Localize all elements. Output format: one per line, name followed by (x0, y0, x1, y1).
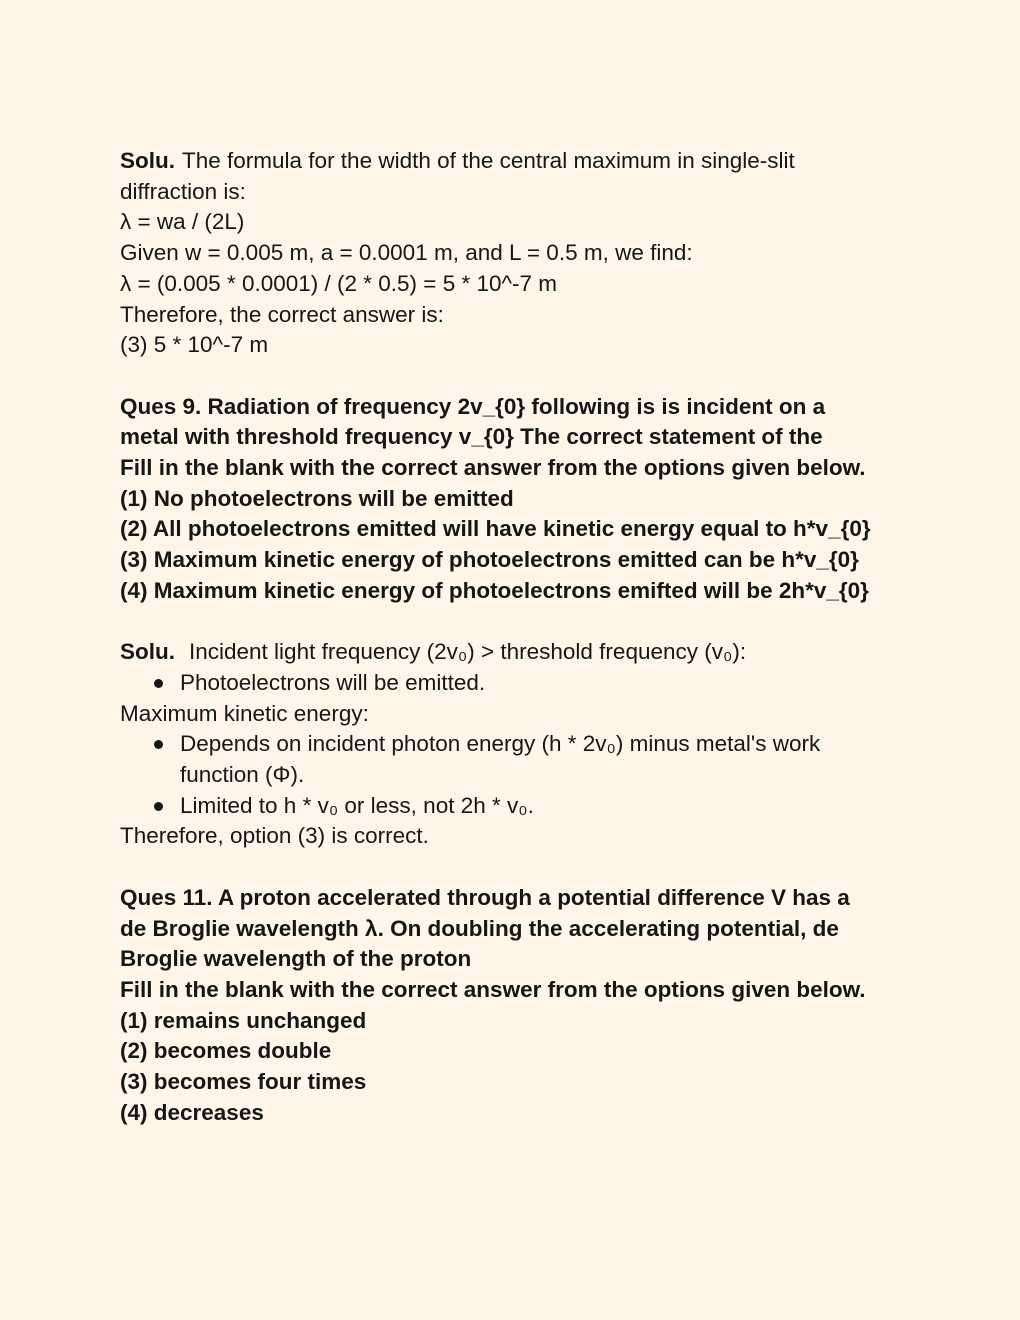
solution-9-bullet-2-row (120, 729, 950, 760)
solution-9-bullet-1-row (120, 668, 950, 699)
solution-8-label: Solu. (120, 148, 175, 173)
solution-9-subhead: Maximum kinetic energy: (120, 700, 369, 726)
document-content (120, 146, 950, 1128)
solution-8-intro-text: The formula for the width of the central maximum in single-slit (182, 148, 795, 173)
solution-9-block (120, 637, 950, 852)
solution-9-conclusion: Therefore, option (3) is correct. (120, 823, 429, 849)
question-9-line-2: metal with threshold frequency v_{0} The correct statement of the (120, 424, 823, 450)
question-9-instruction: Fill in the blank with the correct answer from the options given below. (120, 455, 866, 481)
question-11-option-1: (1) remains unchanged (120, 1007, 367, 1033)
solution-8-calculation: λ = (0.005 * 0.0001) / (2 * 0.5) = 5 * 10^-7 m (120, 270, 558, 296)
question-9-block (120, 392, 950, 607)
solution-9-bullet-2-continuation: function (Φ). (180, 762, 305, 788)
question-11-line-3: Broglie wavelength of the proton (120, 946, 472, 972)
solution-9-bullet-3: Limited to h * v₀ or less, not 2h * v₀. (180, 792, 534, 818)
question-9-option-2: (2) All photoelectrons emitted will have kinetic energy equal to h*v_{0} (120, 516, 871, 542)
question-11-option-4: (4) decreases (120, 1099, 264, 1125)
question-11-option-3: (3) becomes four times (120, 1069, 367, 1095)
solution-8-intro-line (120, 146, 950, 177)
solution-9-label: Solu. (120, 639, 175, 665)
question-9-option-4: (4) Maximum kinetic energy of photoelectrons emifted will be 2h*v_{0} (120, 577, 869, 603)
solution-9-intro-text: Incident light frequency (2v₀) > threshold frequency (v₀): (189, 639, 747, 665)
question-9-option-1: (1) No photoelectrons will be emitted (120, 485, 514, 511)
solution-8-therefore: Therefore, the correct answer is: (120, 301, 444, 327)
question-9-option-3: (3) Maximum kinetic energy of photoelectrons emitted can be h*v_{0} (120, 547, 859, 573)
bullet-icon (154, 802, 163, 811)
bullet-icon (154, 679, 163, 688)
solution-9-bullet-2: Depends on incident photon energy (h * 2v₀) minus metal's work (180, 731, 821, 757)
bullet-icon (154, 740, 163, 749)
solution-9-bullet-3-row (120, 791, 950, 822)
solution-8-given-values: Given w = 0.005 m, a = 0.0001 m, and L = 0.5 m, we find: (120, 240, 693, 266)
solution-8-block (120, 146, 950, 361)
question-9-line-1: Ques 9. Radiation of frequency 2v_{0} following is is incident on a (120, 393, 826, 419)
question-11-instruction: Fill in the blank with the correct answer from the options given below. (120, 976, 866, 1002)
solution-8-answer: (3) 5 * 10^-7 m (120, 332, 269, 358)
solution-8-line-2: diffraction is: (120, 178, 246, 204)
question-11-line-1: Ques 11. A proton accelerated through a potential difference V has a (120, 884, 850, 910)
solution-8-formula: λ = wa / (2L) (120, 209, 245, 235)
solution-9-bullet-1: Photoelectrons will be emitted. (180, 669, 486, 695)
question-11-line-2: de Broglie wavelength λ. On doubling the accelerating potential, de (120, 915, 839, 941)
question-11-option-2: (2) becomes double (120, 1038, 332, 1064)
solution-9-intro-line (120, 637, 950, 668)
question-11-block (120, 883, 950, 1129)
